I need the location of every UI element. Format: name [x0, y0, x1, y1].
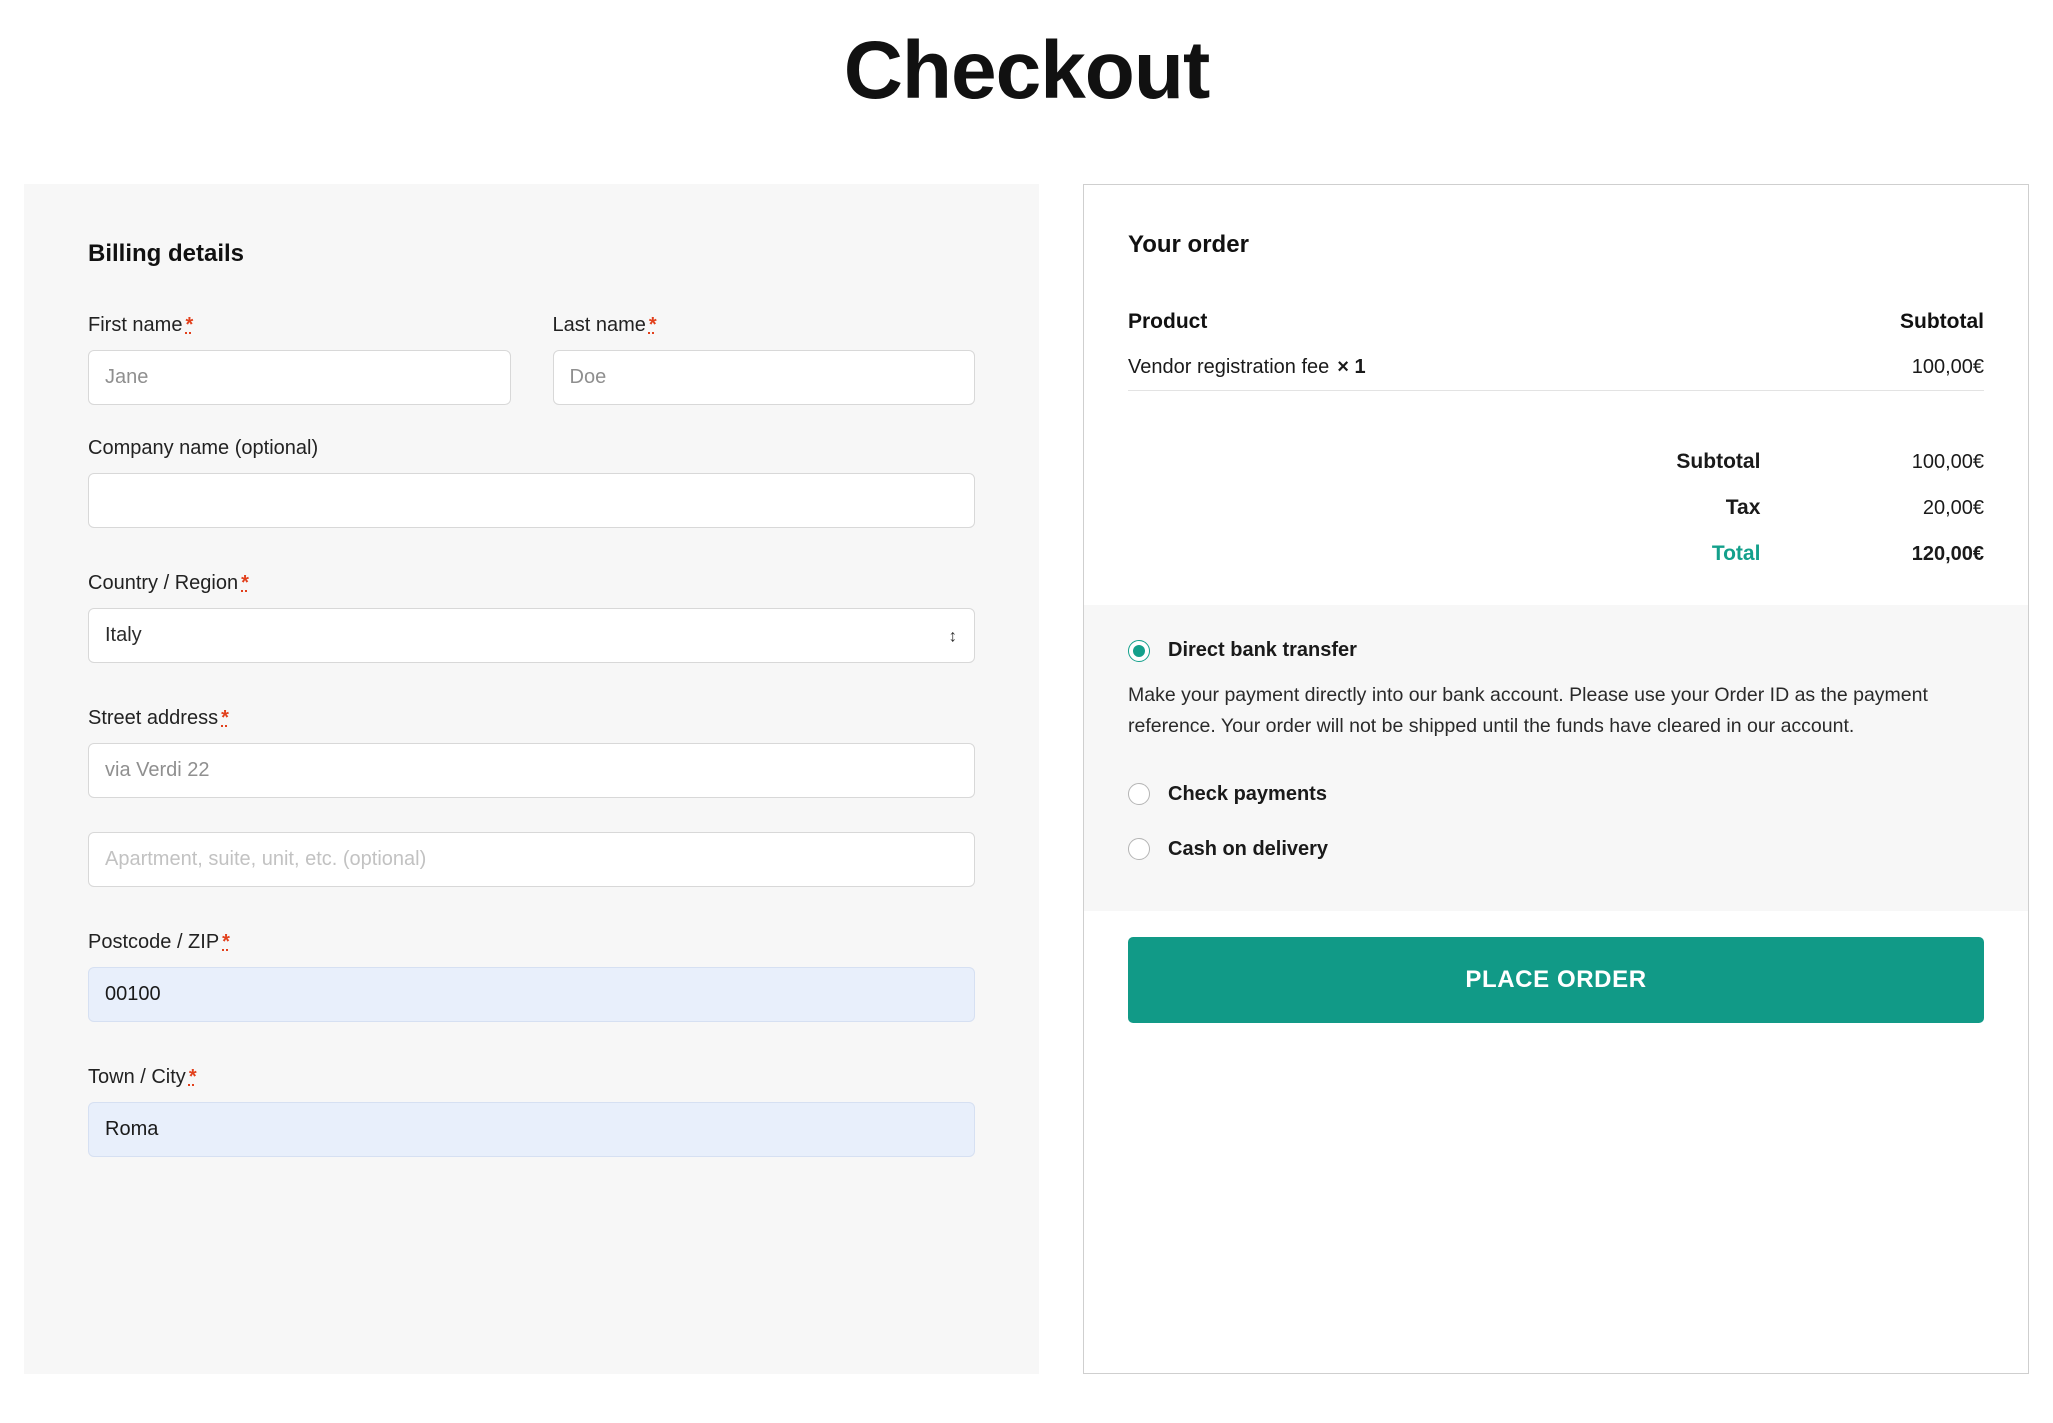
table-divider [1128, 391, 1984, 414]
last-name-input[interactable] [553, 350, 976, 405]
payment-option-label: Cash on delivery [1168, 837, 1329, 860]
payment-option-description: Make your payment directly into our bank account. Please use your Order ID as the payment reference. Your order will not be shipped until the funds have cleared in our account. [1128, 684, 1928, 738]
column-header-product: Product [1128, 310, 1208, 334]
payment-option-cash-on-delivery[interactable] [1128, 838, 1984, 861]
first-name-input[interactable] [88, 350, 511, 405]
checkout-layout [0, 184, 2053, 1374]
street-label [88, 707, 975, 730]
table-row [1128, 485, 1984, 531]
table-row [1128, 345, 1984, 391]
place-order-button[interactable]: PLACE ORDER [1128, 937, 1984, 1023]
line-item-name-cell [1128, 345, 1760, 391]
order-table-body [1128, 345, 1984, 577]
city-input[interactable] [88, 1102, 975, 1157]
billing-details-heading: Billing details [88, 240, 245, 268]
country-field-group [88, 572, 975, 663]
payment-option-direct-bank-transfer[interactable] [1128, 639, 1984, 662]
first-name-field-group [88, 314, 511, 405]
postcode-label [88, 931, 975, 954]
city-label-text: Town / City [88, 1066, 186, 1089]
first-name-label-text: First name [88, 314, 183, 337]
order-table-head [1128, 299, 1984, 345]
total-label: Total [1711, 542, 1761, 566]
postcode-field-group [88, 931, 975, 1022]
apartment-input[interactable] [88, 832, 975, 887]
order-summary-heading: Your order [1128, 231, 1249, 259]
city-field-group [88, 1066, 975, 1157]
required-asterisk: * [188, 1066, 197, 1089]
country-label-text: Country / Region [88, 572, 239, 595]
chevron-updown-icon: ↕ [948, 626, 957, 646]
total-value: 120,00€ [1911, 542, 1984, 565]
place-order-wrap [1084, 911, 2028, 1071]
last-name-label-text: Last name [552, 314, 646, 337]
country-select[interactable] [88, 608, 975, 663]
street-label-text: Street address [88, 707, 219, 730]
tax-label: Tax [1725, 496, 1761, 520]
required-asterisk: * [185, 314, 194, 337]
required-asterisk: * [222, 931, 230, 954]
first-name-label [88, 314, 511, 337]
payment-option-label: Check payments [1168, 782, 1327, 805]
billing-details-panel [24, 184, 1039, 1374]
required-asterisk: * [221, 707, 229, 730]
country-select-wrap [88, 608, 975, 663]
table-spacer [1128, 413, 1984, 439]
apartment-field-group [88, 832, 975, 887]
company-label: Company name (optional) [88, 437, 319, 460]
subtotal-value: 100,00€ [1911, 450, 1984, 473]
radio-icon[interactable] [1128, 640, 1150, 662]
table-row [1128, 439, 1984, 485]
table-row [1128, 531, 1984, 577]
page-title: Checkout [843, 25, 1210, 116]
payment-option-check-payments[interactable] [1128, 783, 1984, 806]
postcode-label-text: Postcode / ZIP [88, 931, 220, 954]
company-input[interactable] [88, 473, 975, 528]
radio-icon[interactable] [1128, 783, 1150, 805]
required-asterisk: * [648, 314, 657, 337]
line-item-price: 100,00€ [1911, 356, 1984, 379]
last-name-field-group [553, 314, 976, 405]
line-item-name: Vendor registration fee [1128, 356, 1330, 379]
payment-option-label: Direct bank transfer [1168, 639, 1357, 662]
column-header-subtotal: Subtotal [1900, 310, 1984, 334]
line-item-qty: × 1 [1337, 356, 1366, 379]
payment-methods-box [1084, 605, 2028, 910]
required-asterisk: * [241, 572, 249, 595]
order-table-header-row [1128, 299, 1984, 345]
postcode-input[interactable] [88, 967, 975, 1022]
company-field-group [88, 437, 975, 528]
country-label [88, 572, 975, 595]
order-summary-panel [1083, 184, 2029, 1374]
name-row [88, 314, 975, 437]
subtotal-label: Subtotal [1676, 450, 1761, 474]
last-name-label [553, 314, 976, 337]
radio-icon[interactable] [1128, 838, 1150, 860]
tax-value: 20,00€ [1922, 496, 1984, 519]
order-summary-inner [1084, 185, 2028, 577]
street-address-input[interactable] [88, 743, 975, 798]
city-label [88, 1066, 975, 1089]
street-field-group [88, 707, 975, 798]
order-table [1128, 299, 1984, 577]
